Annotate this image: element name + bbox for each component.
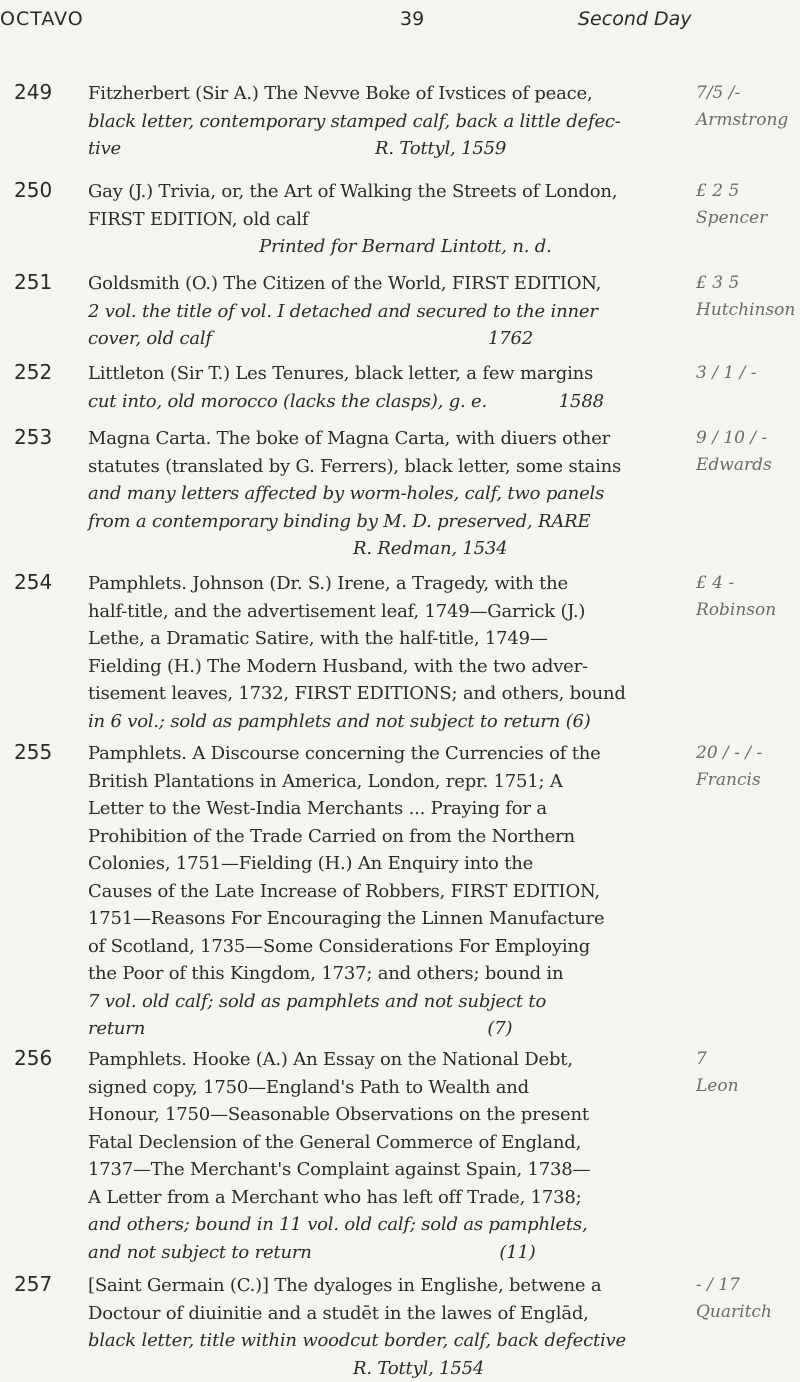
price-note: 20 / - / - (696, 740, 800, 767)
desc-line: Fielding (H.) The Modern Husband, with the two adver- (88, 653, 688, 681)
entry-description (88, 1046, 688, 1266)
desc-line: British Plantations in America, London, repr. 1751; A (88, 768, 688, 796)
lot-number: 254 (14, 570, 52, 594)
desc-line: Colonies, 1751—Fielding (H.) An Enquiry into the (88, 850, 688, 878)
desc-line: cover, old calf 1762 (88, 325, 688, 353)
desc-line: Lethe, a Dramatic Satire, with the half-title, 1749— (88, 625, 688, 653)
desc-line: and not subject to return (11) (88, 1239, 688, 1267)
buyer-note: Quaritch (696, 1299, 800, 1326)
handwritten-annotation (696, 178, 800, 232)
price-note: £ 3 5 (696, 270, 800, 297)
desc-line: and many letters affected by worm-holes, calf, two panels (88, 480, 688, 508)
price-note: 7 (696, 1046, 800, 1073)
handwritten-annotation (696, 80, 800, 134)
desc-line: from a contemporary binding by M. D. preserved, RARE (88, 508, 688, 536)
handwritten-annotation (696, 360, 800, 387)
desc-line: R. Redman, 1534 (88, 535, 688, 563)
desc-line: return (7) (88, 1015, 688, 1043)
desc-line: half-title, and the advertisement leaf, 1749—Garrick (J.) (88, 598, 688, 626)
price-note: 3 / 1 / - (696, 360, 800, 387)
desc-line: Honour, 1750—Seasonable Observations on the present (88, 1101, 688, 1129)
desc-line: Causes of the Late Increase of Robbers, FIRST EDITION, (88, 878, 688, 906)
handwritten-annotation (696, 570, 800, 624)
entry-description (88, 425, 688, 563)
lot-number: 256 (14, 1046, 52, 1070)
desc-line: FIRST EDITION, old calf (88, 206, 688, 234)
desc-line: cut into, old morocco (lacks the clasps), g. e. 1588 (88, 388, 688, 416)
buyer-note: Francis (696, 767, 800, 794)
handwritten-annotation (696, 425, 800, 479)
desc-line: 1737—The Merchant's Complaint against Spain, 1738— (88, 1156, 688, 1184)
desc-line: black letter, title within woodcut border, calf, back defective (88, 1327, 688, 1355)
desc-line: 7 vol. old calf; sold as pamphlets and not subject to (88, 988, 688, 1016)
desc-line: signed copy, 1750—England's Path to Wealth and (88, 1074, 688, 1102)
price-note: £ 4 - (696, 570, 800, 597)
desc-line: [Saint Germain (C.)] The dyaloges in Englishe, betwene a (88, 1272, 688, 1300)
desc-line: in 6 vol.; sold as pamphlets and not subject to return (6) (88, 708, 688, 736)
desc-line: R. Tottyl, 1554 (88, 1355, 688, 1382)
buyer-note: Hutchinson (696, 297, 800, 324)
desc-line: of Scotland, 1735—Some Considerations For Employing (88, 933, 688, 961)
entry-description (88, 1272, 688, 1382)
desc-line: and others; bound in 11 vol. old calf; sold as pamphlets, (88, 1211, 688, 1239)
desc-line: Letter to the West-India Merchants ... Praying for a (88, 795, 688, 823)
desc-line: Fitzherbert (Sir A.) The Nevve Boke of Ivstices of peace, (88, 80, 688, 108)
handwritten-annotation (696, 270, 800, 324)
header-format: OCTAVO (0, 8, 84, 30)
desc-line: Fatal Declension of the General Commerce of England, (88, 1129, 688, 1157)
desc-line: statutes (translated by G. Ferrers), black letter, some stains (88, 453, 688, 481)
entry-description (88, 178, 688, 261)
lot-number: 252 (14, 360, 52, 384)
desc-line: Doctour of diuinitie and a studēt in the lawes of Englād, (88, 1300, 688, 1328)
page-number: 39 (400, 8, 424, 30)
entry-description (88, 740, 688, 1043)
lot-number: 251 (14, 270, 52, 294)
desc-line: 2 vol. the title of vol. I detached and secured to the inner (88, 298, 688, 326)
desc-line: Magna Carta. The boke of Magna Carta, with diuers other (88, 425, 688, 453)
entry-description (88, 80, 688, 163)
lot-number: 250 (14, 178, 52, 202)
desc-line: Pamphlets. Johnson (Dr. S.) Irene, a Tragedy, with the (88, 570, 688, 598)
entry-description (88, 360, 688, 415)
desc-line: Printed for Bernard Lintott, n. d. (88, 233, 688, 261)
price-note: 9 / 10 / - (696, 425, 800, 452)
desc-line: Gay (J.) Trivia, or, the Art of Walking the Streets of London, (88, 178, 688, 206)
buyer-note: Robinson (696, 597, 800, 624)
desc-line: Pamphlets. Hooke (A.) An Essay on the National Debt, (88, 1046, 688, 1074)
header-day: Second Day (578, 8, 691, 30)
price-note: 7/5 /- (696, 80, 800, 107)
desc-line: Pamphlets. A Discourse concerning the Currencies of the (88, 740, 688, 768)
desc-line: 1751—Reasons For Encouraging the Linnen Manufacture (88, 905, 688, 933)
desc-line: Littleton (Sir T.) Les Tenures, black letter, a few margins (88, 360, 688, 388)
handwritten-annotation (696, 1046, 800, 1100)
lot-number: 257 (14, 1272, 52, 1296)
buyer-note: Edwards (696, 452, 800, 479)
lot-number: 253 (14, 425, 52, 449)
desc-line: tive R. Tottyl, 1559 (88, 135, 688, 163)
desc-line: black letter, contemporary stamped calf, back a little defec- (88, 108, 688, 136)
lot-number: 249 (14, 80, 52, 104)
buyer-note: Armstrong (696, 107, 800, 134)
buyer-note: Spencer (696, 205, 800, 232)
desc-line: tisement leaves, 1732, FIRST EDITIONS; and others, bound (88, 680, 688, 708)
desc-line: A Letter from a Merchant who has left off Trade, 1738; (88, 1184, 688, 1212)
lot-number: 255 (14, 740, 52, 764)
handwritten-annotation (696, 740, 800, 794)
price-note: £ 2 5 (696, 178, 800, 205)
desc-line: the Poor of this Kingdom, 1737; and others; bound in (88, 960, 688, 988)
entry-description (88, 570, 688, 735)
handwritten-annotation (696, 1272, 800, 1326)
desc-line: Prohibition of the Trade Carried on from the Northern (88, 823, 688, 851)
entry-description (88, 270, 688, 353)
buyer-note: Leon (696, 1073, 800, 1100)
running-header (0, 8, 800, 48)
desc-line: Goldsmith (O.) The Citizen of the World, FIRST EDITION, (88, 270, 688, 298)
price-note: - / 17 (696, 1272, 800, 1299)
